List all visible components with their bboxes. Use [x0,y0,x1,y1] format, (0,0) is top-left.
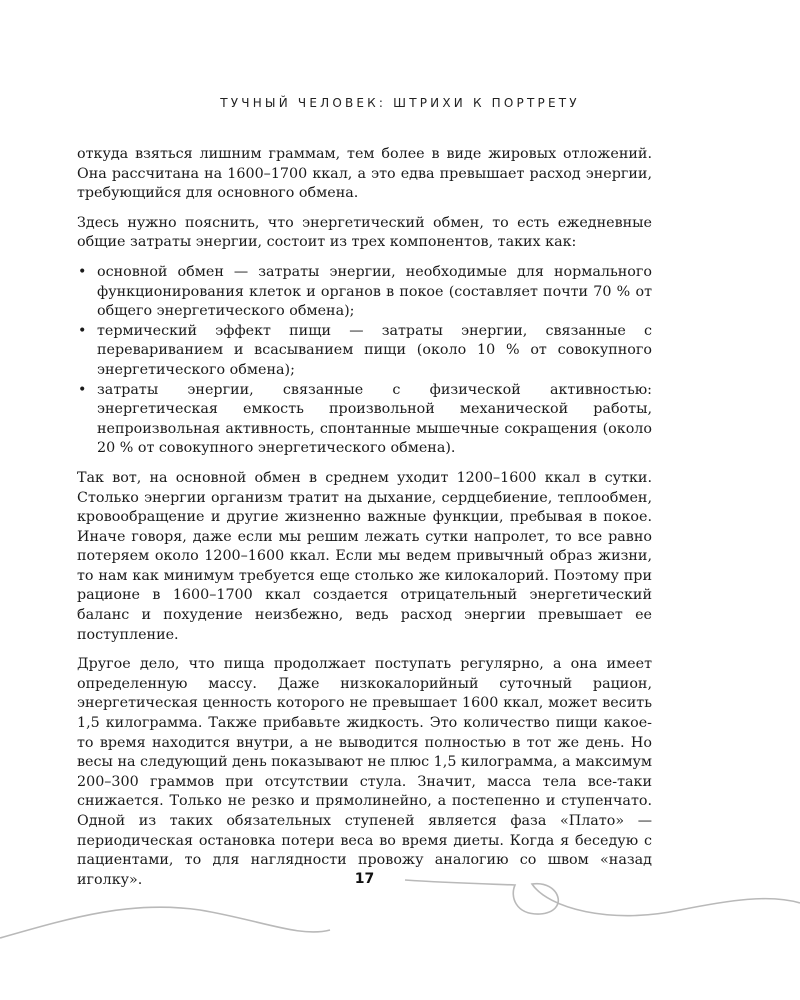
paragraph-2: Здесь нужно пояснить, что энергетический обмен, то есть ежедневные общие затраты энергии, состоит из трех компонентов, таких как: [77,214,652,251]
bullet-item [77,381,652,459]
paragraph-4: Другое дело, что пища продолжает поступать регулярно, а она имеет определенную массу. Даже низкокалорийный суточный рацион, энергетическая ценность которого не превышает 1600 ккал, может весить 1,5 килограмма. Также прибавьте жидкость. Это количество пищи какое-то время находится внутри, а не выводится полностью в тот же день. Но весы на следующий день показывают не плюс 1,5 килограмма, а максимум 200–300 граммов при отсутствии стула. Значит, масса тела все-таки снижается. Только не резко и прямолинейно, а постепенно и ступенчато. Одной из таких обязательных ступеней является фаза «Плато» — периодическая остановка потери веса во время диеты. Когда я беседую с пациентами, то для наглядности провожу аналогию со швом «назад иголку». [77,656,652,888]
bullet-marker: • [78,381,87,398]
bullet-list [77,263,652,459]
running-header: ТУЧНЫЙ ЧЕЛОВЕК: ШТРИХИ К ПОРТРЕТУ [220,96,580,110]
paragraph-1: откуда взяться лишним граммам, тем более в виде жировых отложений. Она рассчитана на 1600–1700 ккал, а это едва превышает расход энергии, требующийся для основного обмена. [77,146,652,202]
paragraph-3: Так вот, на основной обмен в среднем уходит 1200–1600 ккал в сутки. Столько энергии организм тратит на дыхание, сердцебиение, теплообмен, кровообращение и другие жизненно важные функции, пребывая в покое. Иначе говоря, даже если мы решим лежать сутки напролет, то все равно потеряем около 1200–1600 ккал. Если мы ведем привычный образ жизни, то нам как минимум требуется еще столько же килокалорий. Поэтому при рационе в 1600–1700 ккал создается отрицательный энергетический баланс и похудение неизбежно, ведь расход энергии превышает ее поступление. [77,469,652,643]
bullet-text: основной обмен — затраты энергии, необходимые для нормального функционирования клеток и органов в покое (составляет почти 70 % от общего энергетического обмена); [97,263,652,320]
bullet-text: затраты энергии, связанные с физической активностью: энергетическая емкость произвольной механической работы, непроизвольная активность, спонтанные мышечные сокращения (около 20 % от совокупного энергетического обмена). [97,381,652,457]
bullet-marker: • [78,322,87,339]
page-number: 17 [354,871,375,887]
bullet-text: термический эффект пищи — затраты энергии, связанные с перевариванием и всасыванием пищи (около 10 % от совокупного энергетического обмена); [97,322,652,378]
wave-left-curve [0,907,330,938]
bullet-item [77,322,652,381]
bullet-marker: • [78,263,87,280]
bullet-item [77,263,652,322]
main-text [77,145,652,900]
